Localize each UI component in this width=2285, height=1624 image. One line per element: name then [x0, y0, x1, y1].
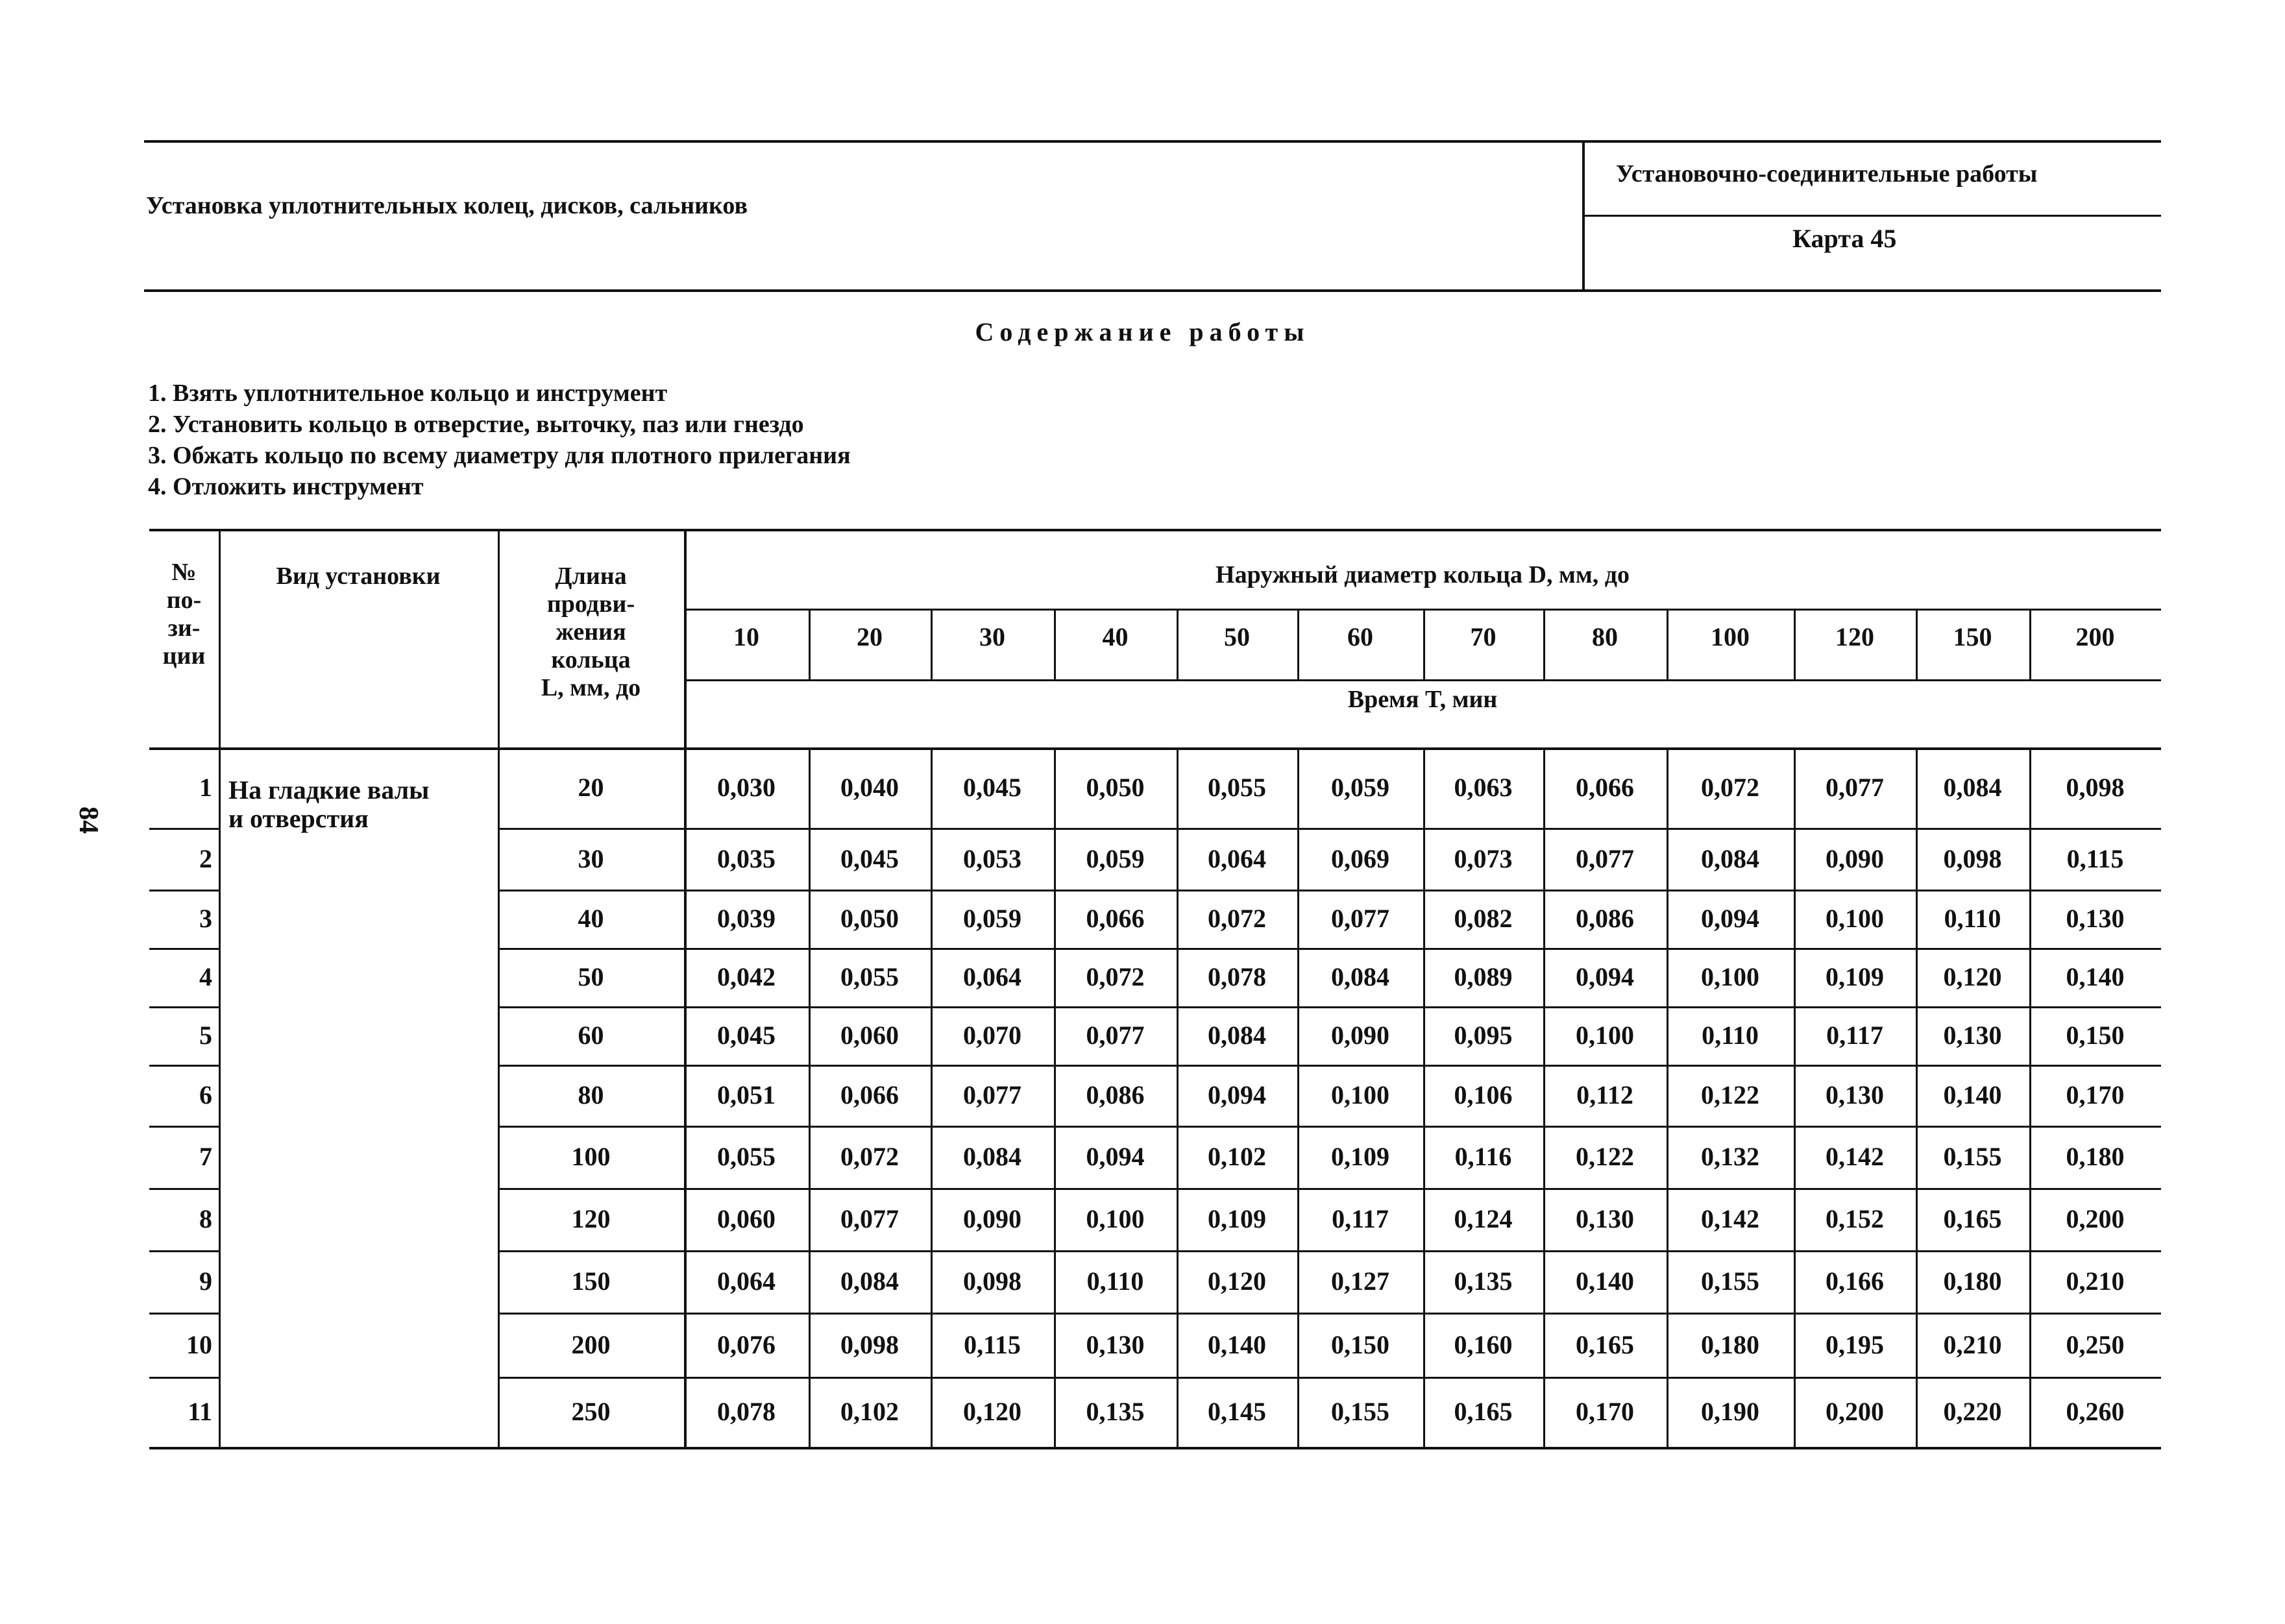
time-value: 0,059	[1086, 843, 1145, 873]
diameter-value: 20	[857, 622, 883, 651]
time-value: 0,078	[1208, 962, 1266, 991]
ring-length: 250	[571, 1397, 611, 1426]
position-number: 1	[199, 773, 212, 802]
time-value: 0,109	[1208, 1204, 1266, 1233]
time-value: 0,200	[2066, 1204, 2125, 1233]
table-header-bottom-rule	[149, 747, 2161, 750]
diameter-value: 30	[979, 622, 1005, 651]
time-value: 0,100	[1701, 962, 1759, 991]
time-value: 0,180	[1943, 1266, 2002, 1296]
position-column-header: зи-	[167, 614, 201, 642]
row-rule	[149, 890, 219, 891]
time-value: 0,059	[1331, 773, 1389, 802]
time-value: 0,045	[840, 843, 899, 873]
time-value: 0,030	[717, 773, 776, 802]
diameter-header-rule	[684, 609, 2161, 611]
time-value: 0,035	[717, 843, 776, 873]
time-value: 0,100	[1576, 1021, 1634, 1050]
time-value: 0,055	[1208, 773, 1266, 802]
time-value: 0,039	[717, 904, 776, 933]
diameter-value: 50	[1224, 622, 1250, 651]
time-value: 0,098	[840, 1329, 899, 1359]
ring-length: 80	[578, 1080, 604, 1109]
position-number: 2	[199, 843, 212, 873]
time-value: 0,120	[1208, 1266, 1266, 1296]
time-value: 0,122	[1701, 1080, 1759, 1109]
length-column-header: жения	[556, 618, 626, 646]
time-value: 0,063	[1454, 773, 1513, 802]
time-value: 0,040	[840, 773, 899, 802]
time-value: 0,045	[963, 773, 1021, 802]
time-value: 0,090	[1826, 843, 1884, 873]
time-value: 0,195	[1826, 1329, 1884, 1359]
section-name: Установочно-соединительные работы	[1616, 160, 2038, 188]
time-value: 0,078	[717, 1397, 776, 1426]
content-heading: Содержание работы	[975, 317, 1310, 346]
time-value: 0,102	[1208, 1142, 1266, 1171]
diameter-value: 40	[1102, 622, 1129, 651]
ring-length: 100	[571, 1142, 611, 1171]
time-header: Время T, мин	[1347, 686, 1498, 713]
position-number: 11	[188, 1397, 212, 1426]
row-rule	[498, 1377, 2161, 1379]
time-value: 0,130	[1943, 1021, 2002, 1050]
time-value: 0,166	[1826, 1266, 1884, 1296]
diameter-value: 120	[1835, 622, 1874, 651]
diameter-value: 100	[1711, 622, 1750, 651]
row-rule	[149, 1313, 219, 1315]
time-value: 0,098	[1943, 843, 2002, 873]
time-value: 0,155	[1943, 1142, 2002, 1171]
time-value: 0,051	[717, 1080, 776, 1109]
time-value: 0,140	[1208, 1329, 1266, 1359]
time-value: 0,100	[1826, 904, 1884, 933]
time-value: 0,142	[1701, 1204, 1759, 1233]
time-value: 0,106	[1454, 1080, 1513, 1109]
row-rule	[149, 1126, 219, 1128]
time-value: 0,180	[1701, 1329, 1759, 1359]
position-column-header: ции	[162, 642, 206, 670]
time-value: 0,220	[1943, 1397, 2002, 1426]
time-header-rule	[684, 679, 2161, 681]
work-step: 1. Взять уплотнительное кольцо и инструмент	[148, 380, 668, 407]
time-value: 0,066	[840, 1080, 899, 1109]
time-value: 0,152	[1826, 1204, 1884, 1233]
time-value: 0,110	[1702, 1021, 1759, 1050]
row-rule	[149, 1188, 219, 1190]
time-value: 0,064	[963, 962, 1021, 991]
ring-length: 40	[578, 904, 604, 933]
length-column-header: Длина	[555, 563, 627, 590]
time-value: 0,120	[1943, 962, 2002, 991]
col-rule-pos	[219, 529, 221, 1448]
table-bottom-rule	[149, 1447, 2161, 1449]
position-column-header: по-	[166, 587, 202, 614]
time-value: 0,260	[2066, 1397, 2125, 1426]
time-value: 0,042	[717, 962, 776, 991]
diameter-value: 70	[1470, 622, 1497, 651]
document-title: Установка уплотнительных колец, дисков, сальников	[146, 192, 748, 219]
time-value: 0,090	[1331, 1021, 1389, 1050]
time-value: 0,170	[2066, 1080, 2125, 1109]
time-value: 0,165	[1576, 1329, 1634, 1359]
row-rule	[498, 828, 2161, 830]
time-value: 0,140	[2066, 962, 2125, 991]
time-value: 0,132	[1701, 1142, 1759, 1171]
ring-length: 20	[578, 773, 604, 802]
time-value: 0,086	[1576, 904, 1634, 933]
time-value: 0,135	[1454, 1266, 1513, 1296]
page-number: 84	[73, 806, 103, 834]
time-value: 0,082	[1454, 904, 1513, 933]
installation-type: На гладкие валы	[228, 775, 430, 805]
time-value: 0,180	[2066, 1142, 2125, 1171]
time-value: 0,072	[1701, 773, 1759, 802]
time-value: 0,160	[1454, 1329, 1513, 1359]
ring-length: 120	[571, 1204, 611, 1233]
time-value: 0,165	[1454, 1397, 1513, 1426]
diameter-value: 200	[2075, 622, 2115, 651]
time-value: 0,130	[1576, 1204, 1634, 1233]
position-number: 5	[199, 1021, 212, 1050]
table-top-rule	[149, 529, 2161, 531]
position-number: 7	[199, 1142, 212, 1171]
time-value: 0,084	[1331, 962, 1389, 991]
position-number: 6	[199, 1080, 212, 1109]
time-value: 0,150	[2066, 1021, 2125, 1050]
time-value: 0,072	[1208, 904, 1266, 933]
row-rule	[498, 1313, 2161, 1315]
time-value: 0,116	[1454, 1142, 1512, 1171]
ring-length: 60	[578, 1021, 604, 1050]
time-value: 0,155	[1701, 1266, 1759, 1296]
diameter-header: Наружный диаметр кольца D, мм, до	[1216, 561, 1630, 588]
time-value: 0,115	[964, 1329, 1021, 1359]
row-rule	[498, 1006, 2161, 1008]
time-value: 0,084	[1701, 843, 1759, 873]
time-value: 0,089	[1454, 962, 1513, 991]
installation-type: и отверстия	[228, 804, 369, 833]
row-rule	[498, 1250, 2161, 1252]
time-value: 0,055	[717, 1142, 776, 1171]
time-value: 0,059	[963, 904, 1021, 933]
time-value: 0,060	[840, 1021, 899, 1050]
time-value: 0,100	[1331, 1080, 1389, 1109]
time-value: 0,066	[1086, 904, 1145, 933]
time-value: 0,053	[963, 843, 1021, 873]
time-value: 0,140	[1943, 1080, 2002, 1109]
card-number: Карта 45	[1792, 224, 1897, 253]
time-value: 0,084	[840, 1266, 899, 1296]
position-number: 10	[186, 1329, 212, 1359]
position-number: 3	[199, 904, 212, 933]
diameter-value: 10	[733, 622, 759, 651]
time-value: 0,084	[1943, 773, 2002, 802]
row-rule	[498, 1065, 2161, 1067]
ring-length: 150	[571, 1266, 611, 1296]
row-rule	[498, 1126, 2161, 1128]
time-value: 0,130	[1086, 1329, 1145, 1359]
time-value: 0,094	[1701, 904, 1759, 933]
time-value: 0,155	[1331, 1397, 1389, 1426]
time-value: 0,077	[1086, 1021, 1145, 1050]
time-value: 0,110	[1944, 904, 2001, 933]
time-value: 0,086	[1086, 1080, 1145, 1109]
installation-type-header: Вид установки	[276, 563, 441, 590]
time-value: 0,250	[2066, 1329, 2125, 1359]
time-value: 0,094	[1208, 1080, 1266, 1109]
time-value: 0,142	[1826, 1142, 1884, 1171]
time-value: 0,064	[717, 1266, 776, 1296]
time-value: 0,109	[1826, 962, 1884, 991]
time-value: 0,109	[1331, 1142, 1389, 1171]
time-value: 0,145	[1208, 1397, 1266, 1426]
time-value: 0,077	[963, 1080, 1021, 1109]
time-value: 0,120	[963, 1397, 1021, 1426]
length-column-header: кольца	[551, 646, 631, 673]
time-value: 0,077	[1576, 843, 1634, 873]
time-value: 0,140	[1576, 1266, 1634, 1296]
row-rule	[149, 1377, 219, 1379]
time-value: 0,072	[840, 1142, 899, 1171]
work-step: 3. Обжать кольцо по всему диаметру для плотного прилегания	[148, 442, 851, 469]
time-value: 0,200	[1826, 1397, 1884, 1426]
time-value: 0,130	[1826, 1080, 1884, 1109]
work-step: 4. Отложить инструмент	[148, 473, 424, 500]
time-value: 0,072	[1086, 962, 1145, 991]
diameter-value: 60	[1347, 622, 1373, 651]
length-column-header: продви-	[546, 590, 635, 618]
row-rule	[498, 890, 2161, 891]
position-number: 9	[199, 1266, 212, 1296]
time-value: 0,165	[1943, 1204, 2002, 1233]
row-rule	[149, 1250, 219, 1252]
time-value: 0,077	[840, 1204, 899, 1233]
time-value: 0,060	[717, 1204, 776, 1233]
time-value: 0,077	[1331, 904, 1389, 933]
time-value: 0,117	[1826, 1021, 1883, 1050]
time-value: 0,112	[1576, 1080, 1633, 1109]
time-value: 0,066	[1576, 773, 1634, 802]
time-value: 0,102	[840, 1397, 899, 1426]
time-value: 0,210	[2066, 1266, 2125, 1296]
ring-length: 200	[571, 1329, 611, 1359]
ring-length: 50	[578, 962, 604, 991]
time-value: 0,098	[2066, 773, 2125, 802]
position-column-header: №	[171, 559, 197, 586]
time-value: 0,064	[1208, 843, 1266, 873]
time-value: 0,210	[1943, 1329, 2002, 1359]
time-value: 0,115	[2066, 843, 2124, 873]
position-number: 4	[199, 962, 212, 991]
time-value: 0,090	[963, 1204, 1021, 1233]
time-value: 0,069	[1331, 843, 1389, 873]
time-value: 0,124	[1454, 1204, 1513, 1233]
length-column-header: L, мм, до	[541, 674, 641, 701]
time-value: 0,127	[1331, 1266, 1389, 1296]
row-rule	[149, 828, 219, 830]
time-value: 0,094	[1576, 962, 1634, 991]
time-value: 0,076	[717, 1329, 776, 1359]
row-rule	[149, 1065, 219, 1067]
time-value: 0,045	[717, 1021, 776, 1050]
time-value: 0,170	[1576, 1397, 1634, 1426]
time-value: 0,098	[963, 1266, 1021, 1296]
time-value: 0,095	[1454, 1021, 1513, 1050]
time-value: 0,150	[1331, 1329, 1389, 1359]
diameter-value: 150	[1953, 622, 1992, 651]
row-rule	[498, 948, 2161, 950]
time-value: 0,110	[1086, 1266, 1144, 1296]
time-value: 0,084	[1208, 1021, 1266, 1050]
row-rule	[149, 948, 219, 950]
ring-length: 30	[578, 843, 604, 873]
row-rule	[149, 1006, 219, 1008]
diameter-value: 80	[1592, 622, 1618, 651]
time-value: 0,135	[1086, 1397, 1145, 1426]
time-value: 0,077	[1826, 773, 1884, 802]
time-value: 0,100	[1086, 1204, 1145, 1233]
time-value: 0,122	[1576, 1142, 1634, 1171]
position-number: 8	[199, 1204, 212, 1233]
time-value: 0,130	[2066, 904, 2125, 933]
time-value: 0,055	[840, 962, 899, 991]
work-step: 2. Установить кольцо в отверстие, выточку, паз или гнездо	[148, 411, 804, 438]
time-value: 0,117	[1332, 1204, 1389, 1233]
time-value: 0,073	[1454, 843, 1513, 873]
time-value: 0,050	[840, 904, 899, 933]
row-rule	[498, 1188, 2161, 1190]
time-value: 0,094	[1086, 1142, 1145, 1171]
time-value: 0,084	[963, 1142, 1021, 1171]
time-value: 0,050	[1086, 773, 1145, 802]
time-value: 0,190	[1701, 1397, 1759, 1426]
time-value: 0,070	[963, 1021, 1021, 1050]
